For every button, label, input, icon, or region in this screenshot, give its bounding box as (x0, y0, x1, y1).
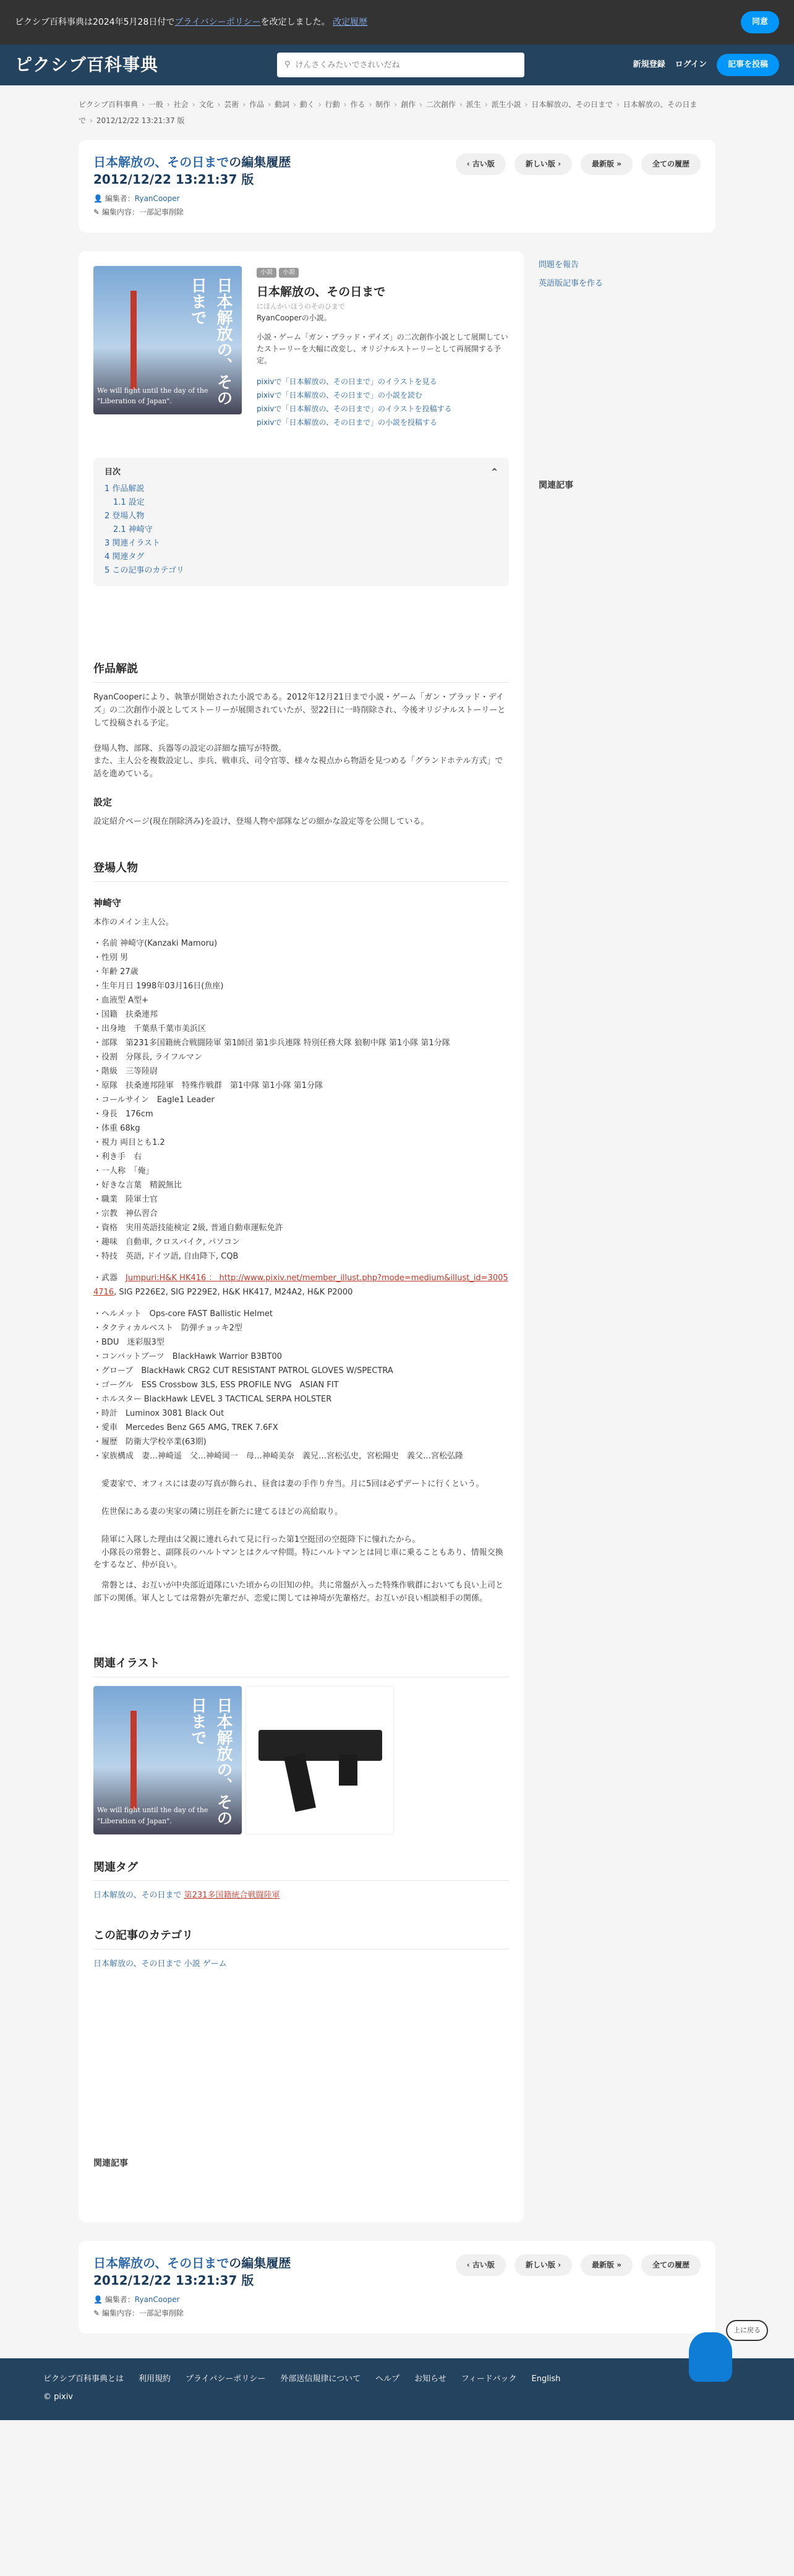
all-history-button[interactable]: 全ての履歴 (641, 2254, 701, 2276)
category-link[interactable]: 小説 (184, 1959, 200, 1969)
breadcrumb-item[interactable]: 社会 (173, 100, 189, 109)
search-input[interactable] (296, 61, 517, 70)
site-footer (0, 2326, 794, 2420)
breadcrumb-item[interactable]: 芸術 (224, 100, 239, 109)
older-version-label: 古い版 (472, 2261, 495, 2270)
character-paragraph: 佐世保にある妻の実家の隣に別荘を新たに建てるほどの高給取り。 (93, 1507, 343, 1517)
commentary-paragraph: RyanCooperにより、執筆が開始された小説である。2012年12月21日まで小説・ゲーム「ガン・ブラッド・デイズ」の二次創作小説としてストーリーが展開されていたが、翌22日に一時削除され、今後オリジナルストーリーとして投稿される予定。 (93, 693, 506, 728)
breadcrumb-item[interactable]: 創作 (401, 100, 416, 109)
character-profile-continued (93, 1307, 509, 1463)
article-main (79, 251, 524, 2222)
footer-links (43, 2373, 751, 2386)
bottom-related-heading: 関連記事 (93, 2158, 128, 2168)
profile-entry: ・部隊 第231多国籍統合戦闘陸軍 第1師団 第1歩兵連隊 特別任務大隊 狼靭中隊 第1小隊 第1分隊 (93, 1038, 450, 1048)
tag-badge[interactable]: 小説 (279, 268, 299, 278)
editor-link[interactable]: RyanCooper (134, 194, 180, 203)
history-title-link[interactable]: 日本解放の、その日まで (93, 155, 229, 169)
footer-link[interactable]: フィードバック (461, 2374, 517, 2384)
weapon-list: , SIG P226E2, SIG P229E2, H&K HK417, M24A2, H&K P2000 (114, 1288, 353, 1298)
profile-entry: ・資格 実用英語技能検定 2級, 普通自動車運転免許 (93, 1223, 283, 1233)
chevron-right-icon: › (142, 100, 145, 109)
category-link[interactable]: 日本解放の、その日まで (93, 1959, 182, 1969)
weapon-entry (93, 1271, 509, 1299)
history-title-link[interactable]: 日本解放の、その日まで (93, 2256, 229, 2271)
history-version: 2012/12/22 13:21:37 版 (93, 172, 254, 187)
back-to-top-label: 上に戻る (726, 2320, 768, 2341)
table-of-contents (93, 458, 509, 587)
editor-label: 編集者： (105, 2295, 135, 2304)
section-heading-categories: この記事のカテゴリ (93, 1927, 509, 1949)
character-paragraph: 小隊長の常磐と、副隊長のハルトマンとはクルマ仲間。特にハルトマンとは同じ車に乗ることもあり、情報交換をするなど、仲が良い。 (93, 1547, 503, 1570)
latest-version-button[interactable]: 最新版 » (581, 153, 633, 175)
older-version-button[interactable]: ‹ 古い版 (456, 2254, 506, 2276)
latest-version-label: 最新版 (592, 160, 615, 168)
section-heading-commentary: 作品解説 (93, 661, 509, 683)
related-illust-grid (93, 1686, 509, 1834)
history-header-top (79, 140, 715, 233)
profile-entry: ・コンバットブーツ BlackHawk Warrior B3BT00 (93, 1352, 283, 1362)
breadcrumb-item[interactable]: 作品 (249, 100, 265, 109)
breadcrumb-item[interactable]: 派生小説 (491, 100, 521, 109)
profile-entry: ・趣味 自動車, クロスバイク, パソコン (93, 1238, 241, 1247)
character-paragraph: 陸軍に入隊した理由は父親に連れられて見に行った第1空挺団の空挺降下に憧れたから。 (93, 1534, 420, 1544)
weapon-label: ・武器 (93, 1273, 118, 1283)
profile-entry: ・愛車 Mercedes Benz G65 AMG, TREK 7.6FX (93, 1423, 278, 1433)
author-line: RyanCooperの小説。 (257, 313, 331, 322)
older-version-label: 古い版 (472, 160, 495, 168)
report-problem-link[interactable]: 問題を報告 (539, 260, 579, 270)
edit-content: 一部記事削除 (139, 2309, 184, 2318)
toc-item[interactable]: 2.1 神崎守 (113, 525, 153, 535)
footer-link[interactable]: 外部送信規律について (280, 2374, 361, 2384)
profile-entry: ・視力 両目とも1.2 (93, 1138, 165, 1148)
agree-button[interactable]: 同意 (741, 11, 779, 34)
chevron-right-icon: › (217, 100, 221, 109)
character-paragraph: 常磐とは、お互いが中央部近道隊にいた頃からの旧知の仲。共に常盤が入った特殊作戦群においても良い上司と部下の関係。軍人としては常磐が先輩だが、恋愛に関しては神埼が先輩格だ。お互いが良い相談相手の関係。 (93, 1581, 504, 1604)
profile-entry: ・年齢 27歳 (93, 967, 139, 977)
editor-label: 編集者： (105, 194, 135, 203)
history-title-suffix: の編集履歴 (229, 2256, 291, 2271)
history-title (93, 153, 291, 188)
tower-graphic (130, 1711, 137, 1810)
pixiv-novel-read-link[interactable]: pixivで「日本解放の、その日まで」の小説を読む (257, 390, 423, 400)
chevron-right-icon: › (394, 100, 398, 109)
profile-entry: ・特技 英語, ドイツ語, 自由降下, CQB (93, 1252, 239, 1262)
all-history-button[interactable]: 全ての履歴 (641, 153, 701, 175)
category-link[interactable]: ゲーム (202, 1959, 227, 1969)
edit-content: 一部記事削除 (139, 208, 184, 216)
breadcrumb-item[interactable]: 日本解放の、その日まで (79, 100, 698, 125)
breadcrumb-item[interactable]: 2012/12/22 13:21:37 版 (96, 116, 185, 125)
tag-badge[interactable]: 小説 (257, 268, 276, 278)
category-links (93, 1958, 509, 1971)
profile-entry: ・家族構成 妻…神崎遥 父…神崎岡一 母…神崎美奈 義兄…宮松弘史，宮松陽史 義父…宮松弘隆 (93, 1452, 464, 1461)
related-tags (93, 1889, 509, 1902)
breadcrumb-item[interactable]: 日本解放の、その日まで (531, 100, 613, 109)
related-illust-thumbnail[interactable] (93, 1686, 242, 1834)
chevron-right-icon: › (369, 100, 372, 109)
related-illust-thumbnail[interactable] (245, 1686, 394, 1834)
search-icon[interactable]: ⚲ (284, 59, 291, 69)
chevron-right-icon: › (268, 100, 271, 109)
footer-link[interactable]: お知らせ (414, 2374, 446, 2384)
chevron-right-icon: › (242, 100, 246, 109)
rifle-grip-graphic (339, 1755, 357, 1786)
profile-entry: ・ゴーグル ESS Crossbow 3LS, ESS PROFILE NVG ASIAN FIT (93, 1380, 339, 1390)
notice-bar (0, 0, 794, 45)
profile-entry: ・体重 68kg (93, 1124, 140, 1134)
thumbnail-title: 日本解放の、その日まで (188, 1697, 233, 1826)
profile-entry: ・一人称 「俺」 (93, 1166, 154, 1176)
bottom-related-area (93, 2170, 509, 2207)
notice-message-2: を改定しました。 (260, 17, 330, 27)
profile-entry: ・タクティカルベスト 防弾チョッキ2型 (93, 1324, 242, 1333)
toc-title: 目次 (105, 467, 121, 477)
edit-content-label: 編集内容： (101, 2309, 139, 2318)
register-link[interactable]: 新規登録 (633, 59, 665, 69)
profile-entry: ・職業 陸軍士官 (93, 1195, 158, 1205)
chevron-right-icon: › (524, 100, 528, 109)
revision-history-link[interactable]: 改定履歴 (333, 17, 368, 27)
notice-message: ピクシブ百科事典は2024年5月28日付で (15, 17, 175, 27)
create-english-article-link[interactable]: 英語版記事を作る (539, 279, 604, 288)
breadcrumb-item[interactable]: 文化 (198, 100, 214, 109)
latest-version-label: 最新版 (592, 2261, 615, 2270)
breadcrumb-item[interactable]: 動く (299, 100, 315, 109)
toc-item[interactable]: 1 作品解説 (105, 484, 145, 494)
tower-graphic (130, 291, 137, 390)
latest-version-button[interactable]: 最新版 » (581, 2254, 633, 2276)
user-icon: 👤 (93, 194, 103, 203)
breadcrumb (79, 96, 715, 129)
editor-link[interactable]: RyanCooper (134, 2295, 180, 2304)
user-icon: 👤 (93, 2295, 103, 2304)
character-name: 神崎守 (93, 897, 122, 909)
pencil-icon: ✎ (93, 208, 100, 216)
edit-content-label: 編集内容： (101, 208, 139, 216)
newer-version-label: 新しい版 (525, 2261, 555, 2270)
profile-entry: ・性別 男 (93, 953, 129, 963)
chevron-right-icon: › (484, 100, 488, 109)
footer-link[interactable]: 利用規約 (139, 2374, 171, 2384)
pencil-icon: ✎ (93, 2309, 100, 2318)
profile-entry: ・階級 三等陸尉 (93, 1067, 158, 1077)
newer-version-label: 新しい版 (525, 160, 555, 168)
profile-entry: ・ホルスター BlackHawk LEVEL 3 TACTICAL SERPA HOLSTER (93, 1395, 332, 1405)
login-link[interactable]: ログイン (675, 59, 707, 69)
chevron-right-icon: › (90, 116, 93, 125)
footer-link[interactable]: ピクシブ百科事典とは (43, 2374, 124, 2384)
subheading-settings: 設定 (93, 796, 113, 808)
commentary-paragraph: また、主人公を複数設定し、歩兵、戦車兵、司令官等、様々な視点から物語を見つめる「グランドホテル方式」で話を進めている。 (93, 756, 503, 779)
back-to-top-button[interactable] (689, 2320, 761, 2382)
notice-text (15, 15, 367, 29)
footer-link[interactable]: English (531, 2374, 561, 2384)
profile-entry: ・出身地 千葉県千葉市美浜区 (93, 1024, 207, 1034)
profile-entry: ・名前 神崎守(Kanzaki Mamoru) (93, 939, 218, 949)
site-logo[interactable]: ピクシブ百科事典 (15, 54, 159, 75)
breadcrumb-item[interactable]: 一般 (148, 100, 163, 109)
thumbnail-subtitle: We will fight until the day of the "Liberation of Japan". (97, 1806, 208, 1826)
settings-paragraph: 設定紹介ページ(現在削除済み)を設け、登場人物や部隊などの細かな設定等を公開している。 (93, 816, 429, 826)
chevron-up-icon[interactable]: ^ (491, 467, 498, 477)
chevron-right-icon: › (292, 100, 296, 109)
weapon-illust-link[interactable]: Jumpuri:H&K HK416 ： http://www.pixiv.net/member_illust.php?mode=medium&illust_id=30054716 (93, 1273, 508, 1298)
pixiv-novel-post-link[interactable]: pixivで「日本解放の、その日まで」の小説を投稿する (257, 417, 438, 427)
profile-entry: ・身長 176cm (93, 1110, 153, 1119)
profile-entry: ・グローブ BlackHawk CRG2 CUT RESISTANT PATROL GLOVES W/SPECTRA (93, 1366, 393, 1376)
sidebar (539, 251, 715, 2222)
sidebar-related-heading: 関連記事 (539, 481, 573, 490)
related-tag-link[interactable]: 日本解放の、その日まで (93, 1891, 182, 1901)
profile-entry: ・血液型 A型+ (93, 996, 148, 1006)
profile-entry: ・宗教 神仏習合 (93, 1209, 158, 1219)
profile-entry: ・生年月日 1998年03月16日(魚座) (93, 982, 224, 991)
toc-item[interactable]: 3 関連イラスト (105, 539, 161, 549)
history-title (93, 2254, 291, 2289)
footer-link[interactable]: ヘルプ (375, 2374, 400, 2384)
breadcrumb-item[interactable]: 二次創作 (425, 100, 456, 109)
newer-version-button[interactable]: 新しい版 › (514, 2254, 572, 2276)
breadcrumb-item[interactable]: 制作 (375, 100, 391, 109)
breadcrumb-item[interactable]: 派生 (466, 100, 481, 109)
section-heading-characters: 登場人物 (93, 860, 509, 882)
privacy-policy-link[interactable]: プライバシーポリシー (174, 17, 261, 27)
character-intro: 本作のメイン主人公。 (93, 917, 174, 927)
chevron-right-icon: › (419, 100, 422, 109)
breadcrumb-item[interactable]: ピクシブ百科事典 (79, 100, 139, 109)
profile-entry: ・時計 Luminox 3081 Black Out (93, 1409, 224, 1419)
post-article-button[interactable]: 記事を投稿 (717, 54, 779, 77)
profile-entry: ・原隊 扶桑連邦陸軍 特殊作戦群 第1中隊 第1小隊 第1分隊 (93, 1081, 323, 1091)
cover-subtitle: We will fight until the day of the "Liberation of Japan". (97, 386, 208, 406)
site-header (0, 45, 794, 85)
profile-entry: ・利き手 右 (93, 1152, 142, 1162)
cover-title: 日本解放の、その日まで (188, 277, 233, 406)
chevron-right-icon: › (166, 100, 170, 109)
chevron-right-icon: › (343, 100, 347, 109)
toc-item[interactable]: 5 この記事のカテゴリ (105, 566, 184, 576)
character-paragraph: 愛妻家で、オフィスには妻の写真が飾られ、昼食は妻の手作り弁当。月に5回は必ずデートに行くという。 (93, 1479, 484, 1489)
rifle-graphic (258, 1730, 382, 1761)
article-summary: 小説・ゲーム「ガン・ブラッド・デイズ」の二次創作小説として展開していたストーリーを大幅に改変し、オリジナルストーリーとして再展開する予定。 (257, 332, 508, 366)
history-version: 2012/12/22 13:21:37 版 (93, 2273, 254, 2288)
profile-entry: ・国籍 扶桑連邦 (93, 1010, 158, 1020)
history-title-suffix: の編集履歴 (229, 155, 291, 169)
newer-version-button[interactable]: 新しい版 › (514, 153, 572, 175)
profile-entry: ・BDU 迷彩服3型 (93, 1338, 164, 1348)
search-box (277, 53, 524, 77)
chevron-right-icon: › (192, 100, 195, 109)
chevron-right-icon: › (616, 100, 620, 109)
profile-entry: ・コールサイン Eagle1 Leader (93, 1095, 215, 1105)
copyright: © pixiv (43, 2392, 73, 2402)
footer-link[interactable]: プライバシーポリシー (186, 2374, 266, 2384)
toc-item[interactable]: 4 関連タグ (105, 552, 145, 562)
rifle-magazine-graphic (284, 1753, 316, 1812)
mascot-icon (689, 2332, 732, 2382)
article-kana: にほんかいほうのそのひまで (257, 302, 345, 311)
toc-item[interactable]: 2 登場人物 (105, 511, 145, 521)
profile-entry: ・役割 分隊長, ライフルマン (93, 1053, 202, 1063)
chevron-right-icon: › (459, 100, 463, 109)
chevron-right-icon: › (318, 100, 322, 109)
commentary-paragraph: 登場人物、部隊、兵器等の設定の詳細な描写が特徴。 (93, 743, 287, 753)
toc-item[interactable]: 1.1 設定 (113, 498, 145, 508)
cover-image[interactable] (93, 266, 242, 414)
article-title: 日本解放の、その日まで (257, 285, 386, 299)
breadcrumb-item[interactable]: 動詞 (274, 100, 289, 109)
character-profile (93, 936, 509, 1264)
breadcrumb-item[interactable]: 行動 (325, 100, 340, 109)
pixiv-illust-post-link[interactable]: pixivで「日本解放の、その日まで」のイラストを投稿する (257, 404, 452, 413)
section-heading-related-illust: 関連イラスト (93, 1655, 509, 1677)
profile-entry: ・好きな言葉 精鋭無比 (93, 1181, 182, 1191)
section-heading-related-tags: 関連タグ (93, 1859, 509, 1881)
history-header-bottom (79, 2241, 715, 2334)
pixiv-illust-view-link[interactable]: pixivで「日本解放の、その日まで」のイラストを見る (257, 377, 437, 386)
related-tag-link[interactable]: 第231多国籍統合戦闘陸軍 (184, 1891, 280, 1901)
profile-entry: ・履歴 防衛大学校卒業(63期) (93, 1437, 207, 1447)
profile-entry: ・ヘルメット Ops-core FAST Ballistic Helmet (93, 1309, 273, 1319)
breadcrumb-item[interactable]: 作る (350, 100, 365, 109)
older-version-button[interactable]: ‹ 古い版 (456, 153, 506, 175)
